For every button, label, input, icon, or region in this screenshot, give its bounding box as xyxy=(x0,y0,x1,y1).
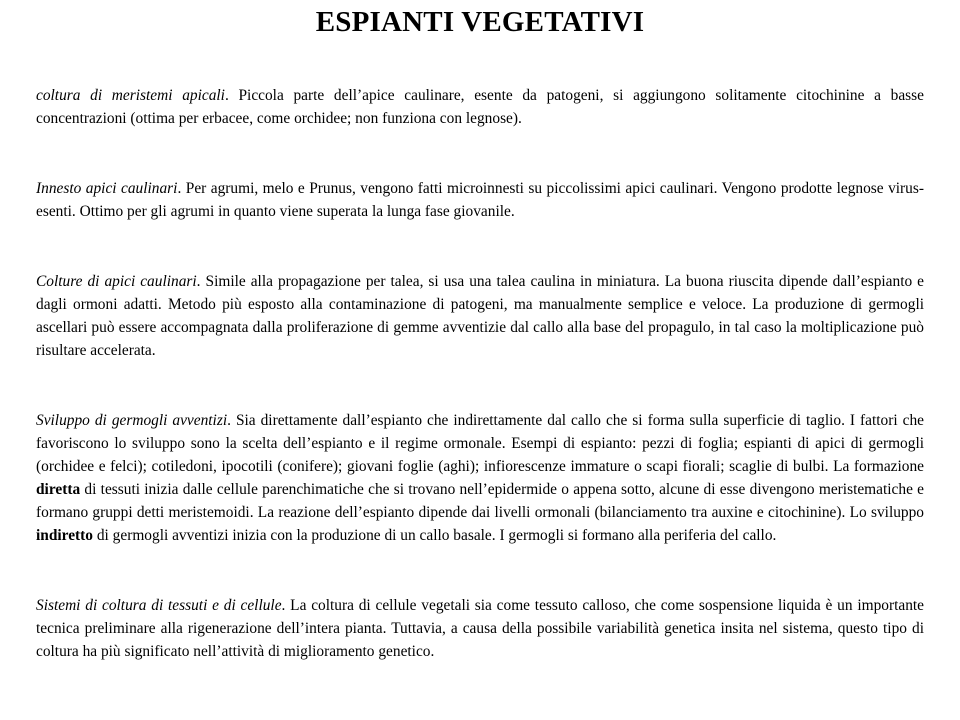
paragraph-sistemi-coltura xyxy=(36,594,924,663)
paragraph-text: di germogli avventizi inizia con la produzione di un callo basale. I germogli si formano alla periferia del callo. xyxy=(93,527,777,544)
paragraph-text: di tessuti inizia dalle cellule parenchimatiche che si trovano nell’epidermide o appena sotto, alcune di esse divengono meristematiche e formano gruppi detti meristemoidi. La reazione dell’espianto dipende dai livelli ormonali (bilanciamento tra auxine e citochinine). Lo sviluppo xyxy=(36,481,924,521)
paragraph-lead: Innesto apici caulinari xyxy=(36,180,178,197)
paragraph-colture-apici xyxy=(36,270,924,362)
emphasis-indiretto: indiretto xyxy=(36,527,94,544)
page-title: ESPIANTI VEGETATIVI xyxy=(315,6,645,38)
paragraph-meristemi xyxy=(36,84,924,130)
paragraph-text: . Sia direttamente dall’espianto che indirettamente dal callo che si forma sulla superficie di taglio. I fattori che favoriscono lo sviluppo sono la scelta dell’espianto e il regime ormonale. Esempi di espianto: pezzi di foglia; espianti di apici di germogli (orchidee e felci); cotiledoni, ipocotili (conifere); giovani foglie (aghi); infiorescenze immature o scapi fiorali; scaglie di bulbi. La formazione xyxy=(36,412,924,475)
document-body xyxy=(36,84,924,663)
paragraph-innesto xyxy=(36,177,924,223)
paragraph-germogli-avventizi xyxy=(36,409,924,547)
paragraph-text: . Per agrumi, melo e Prunus, vengono fatti microinnesti su piccolissimi apici caulinari. Vengono prodotte legnose virus-esenti. Ottimo per gli agrumi in quanto viene superata la lunga fase giovanile. xyxy=(36,180,924,220)
paragraph-lead: Sistemi di coltura di tessuti e di cellule xyxy=(36,597,282,614)
paragraph-text: . Piccola parte dell’apice caulinare, esente da patogeni, si aggiungono solitamente citochinine a basse concentrazioni (ottima per erbacee, come orchidee; non funziona con legnose). xyxy=(36,87,924,127)
paragraph-text: . La coltura di cellule vegetali sia come tessuto calloso, che come sospensione liquida è un importante tecnica preliminare alla rigenerazione dell’intera pianta. Tuttavia, a causa della possibile variabilità genetica insita nel sistema, questo tipo di coltura ha più significato nell’attività di miglioramento genetico. xyxy=(36,597,925,660)
emphasis-diretta: diretta xyxy=(36,481,81,498)
paragraph-lead: coltura di meristemi apicali xyxy=(36,87,225,104)
paragraph-text: . Simile alla propagazione per talea, si usa una talea caulina in miniatura. La buona riuscita dipende dall’espianto e dagli ormoni adatti. Metodo più esposto alla contaminazione di patogeni, ma manualmente semplice e veloce. La produzione di germogli ascellari può essere accompagnata dalla proliferazione di gemme avventizie dal callo alla base del propagulo, in tal caso la moltiplicazione può risultare accelerata. xyxy=(36,273,924,359)
paragraph-lead: Sviluppo di germogli avventizi xyxy=(36,412,228,429)
paragraph-lead: Colture di apici caulinari xyxy=(36,273,197,290)
